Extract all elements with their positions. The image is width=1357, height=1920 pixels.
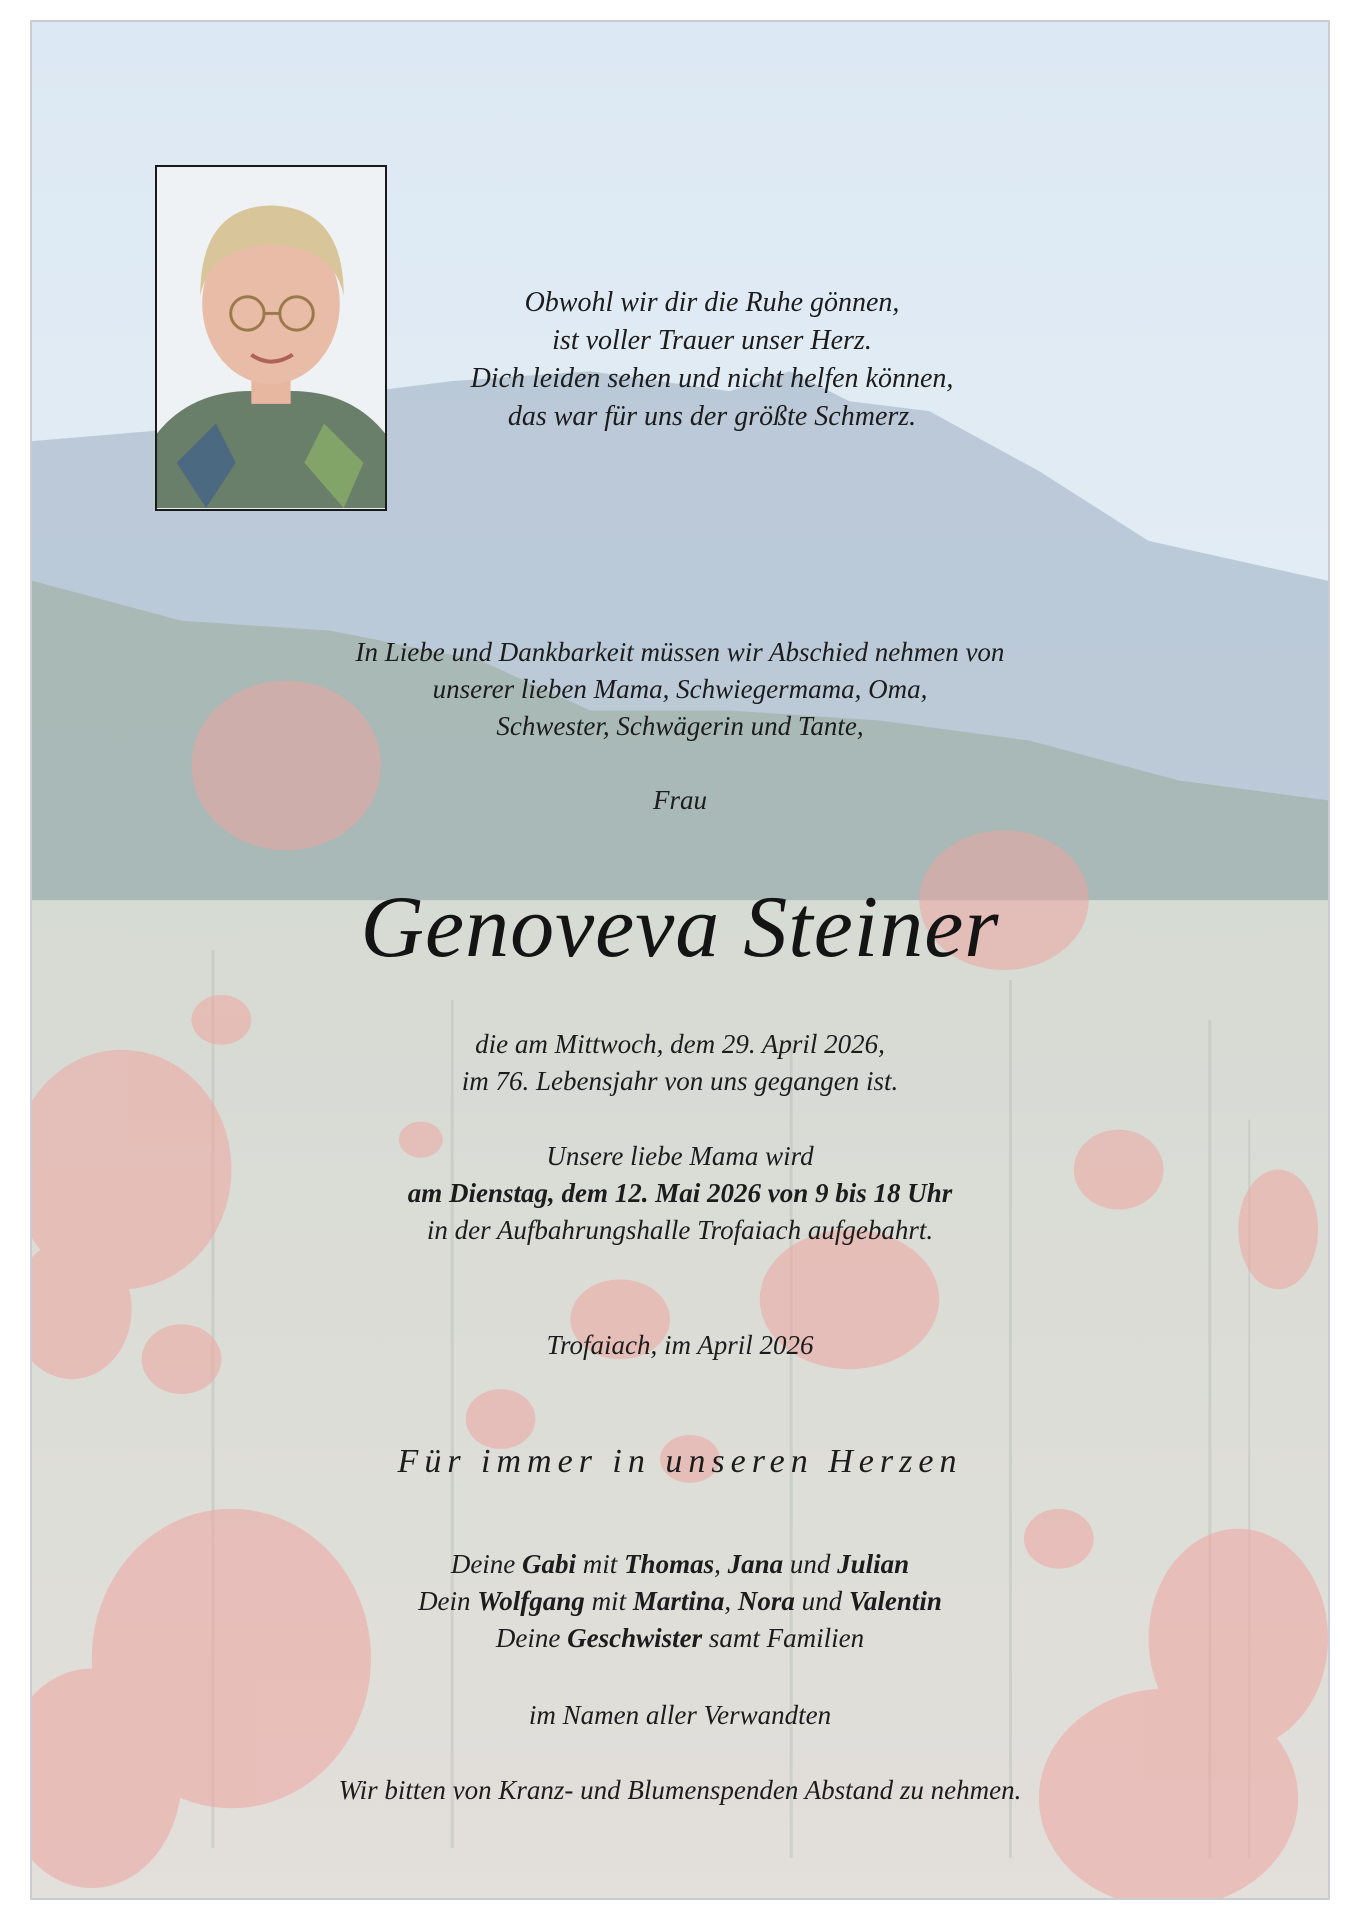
poem-line: ist voller Trauer unser Herz.	[552, 325, 872, 356]
text: ,	[714, 1549, 728, 1579]
mourner-name: Wolfgang	[477, 1586, 585, 1616]
text: samt Familien	[702, 1623, 865, 1653]
intro-line: In Liebe und Dankbarkeit müssen wir Abschied nehmen von	[355, 637, 1005, 667]
text: Dein	[418, 1586, 478, 1616]
death-notice-line: die am Mittwoch, dem 29. April 2026,	[475, 1029, 885, 1059]
viewing-info	[32, 1138, 1328, 1249]
text: und	[794, 1586, 849, 1616]
motto: Für immer in unseren Herzen	[397, 1443, 963, 1480]
mourner-name: Thomas	[624, 1549, 715, 1579]
mourner-name: Gabi	[522, 1549, 577, 1579]
obituary-sheet	[30, 20, 1330, 1900]
intro-line: unserer lieben Mama, Schwiegermama, Oma,	[432, 674, 928, 704]
text: und	[783, 1549, 838, 1579]
text: Deine	[495, 1623, 568, 1653]
text: Deine	[450, 1549, 523, 1579]
poem	[432, 284, 992, 436]
death-notice-line: im 76. Lebensjahr von uns gegangen ist.	[461, 1066, 899, 1096]
donation-request: Wir bitten von Kranz- und Blumenspenden Abstand zu nehmen.	[338, 1775, 1022, 1805]
deceased-name: Genoveva Steiner	[360, 879, 1000, 976]
mourners-line	[32, 1546, 1328, 1583]
mourner-name: Valentin	[848, 1586, 942, 1616]
salutation: Frau	[653, 785, 707, 815]
portrait-illustration	[157, 167, 385, 509]
farewell-intro	[32, 634, 1328, 745]
mourners-line	[32, 1620, 1328, 1657]
mourner-name: Martina	[632, 1586, 725, 1616]
mourner-name: Julian	[837, 1549, 910, 1579]
relatives-line: im Namen aller Verwandten	[528, 1700, 832, 1730]
poem-line: Obwohl wir dir die Ruhe gönnen,	[524, 287, 900, 318]
viewing-location: in der Aufbahrungshalle Trofaiach aufgebahrt.	[426, 1215, 934, 1245]
mourners-list	[32, 1546, 1328, 1657]
death-notice	[32, 1026, 1328, 1100]
mourner-name: Jana	[727, 1549, 784, 1579]
mourners-line	[32, 1583, 1328, 1620]
mourner-name: Nora	[737, 1586, 795, 1616]
intro-line: Schwester, Schwägerin und Tante,	[496, 711, 864, 741]
viewing-line: Unsere liebe Mama wird	[546, 1141, 814, 1171]
poem-line: Dich leiden sehen und nicht helfen können,	[470, 363, 954, 394]
mourner-name: Geschwister	[567, 1623, 703, 1653]
text: mit	[576, 1549, 625, 1579]
poem-line: das war für uns der größte Schmerz.	[507, 401, 917, 432]
text: mit	[584, 1586, 633, 1616]
portrait-photo	[155, 165, 387, 511]
viewing-date-time: am Dienstag, dem 12. Mai 2026 von 9 bis 18 Uhr	[407, 1178, 953, 1208]
place-and-date: Trofaiach, im April 2026	[546, 1330, 814, 1360]
text: ,	[724, 1586, 738, 1616]
